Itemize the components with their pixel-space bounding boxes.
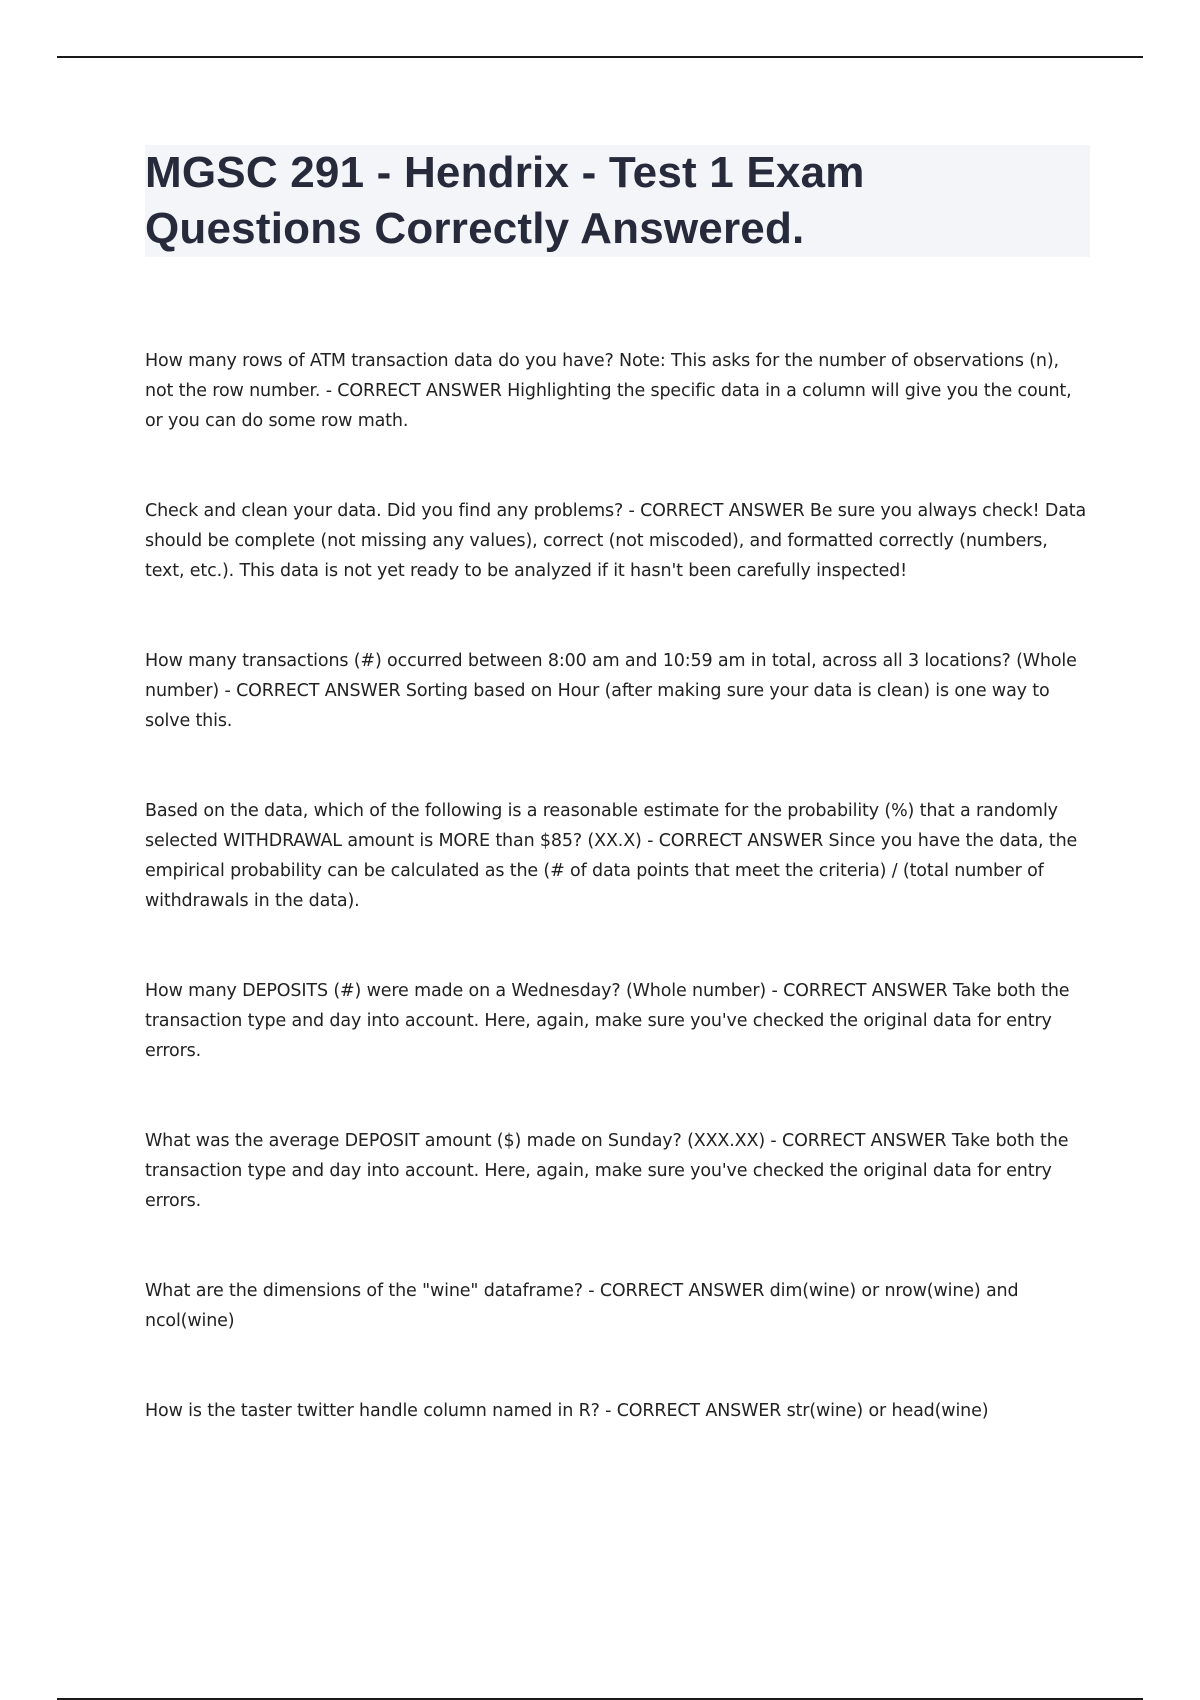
title-block <box>145 145 1090 257</box>
top-divider <box>57 56 1143 58</box>
qa-item-3: How many transactions (#) occurred between 8:00 am and 10:59 am in total, across all 3 locations? (Whole number) - CORRECT ANSWER Sorting based on Hour (after making sure your data is clean) is one way to solve this. <box>145 651 1077 731</box>
qa-item-6: What was the average DEPOSIT amount ($) made on Sunday? (XXX.XX) - CORRECT ANSWER Take both the transaction type and day into account. Here, again, make sure you've checked the original data for entry errors. <box>145 1131 1069 1211</box>
qa-item-2: Check and clean your data. Did you find any problems? - CORRECT ANSWER Be sure you always check! Data should be complete (not missing any values), correct (not miscoded), and formatted correctly (numbers, text, etc.). This data is not yet ready to be analyzed if it hasn't been carefully inspected! <box>145 501 1087 581</box>
qa-item-5: How many DEPOSITS (#) were made on a Wednesday? (Whole number) - CORRECT ANSWER Take both the transaction type and day into account. Here, again, make sure you've checked the original data for entry errors. <box>145 981 1070 1061</box>
document-title: MGSC 291 - Hendrix - Test 1 Exam Questions Correctly Answered. <box>145 148 865 253</box>
qa-item-8: How is the taster twitter handle column named in R? - CORRECT ANSWER str(wine) or head(wine) <box>145 1401 989 1421</box>
qa-item-1: How many rows of ATM transaction data do you have? Note: This asks for the number of observations (n), not the row number. - CORRECT ANSWER Highlighting the specific data in a column will give you the count, or you can do some row math. <box>145 351 1072 431</box>
qa-item-7: What are the dimensions of the "wine" dataframe? - CORRECT ANSWER dim(wine) or nrow(wine) and ncol(wine) <box>145 1281 1019 1331</box>
qa-item-4: Based on the data, which of the following is a reasonable estimate for the probability (%) that a randomly selected WITHDRAWAL amount is MORE than $85? (XX.X) - CORRECT ANSWER Since you have the data, the empirical probability can be calculated as the (# of data points that meet the criteria) / (total number of withdrawals in the data). <box>145 801 1078 911</box>
qa-list <box>145 346 1090 1486</box>
